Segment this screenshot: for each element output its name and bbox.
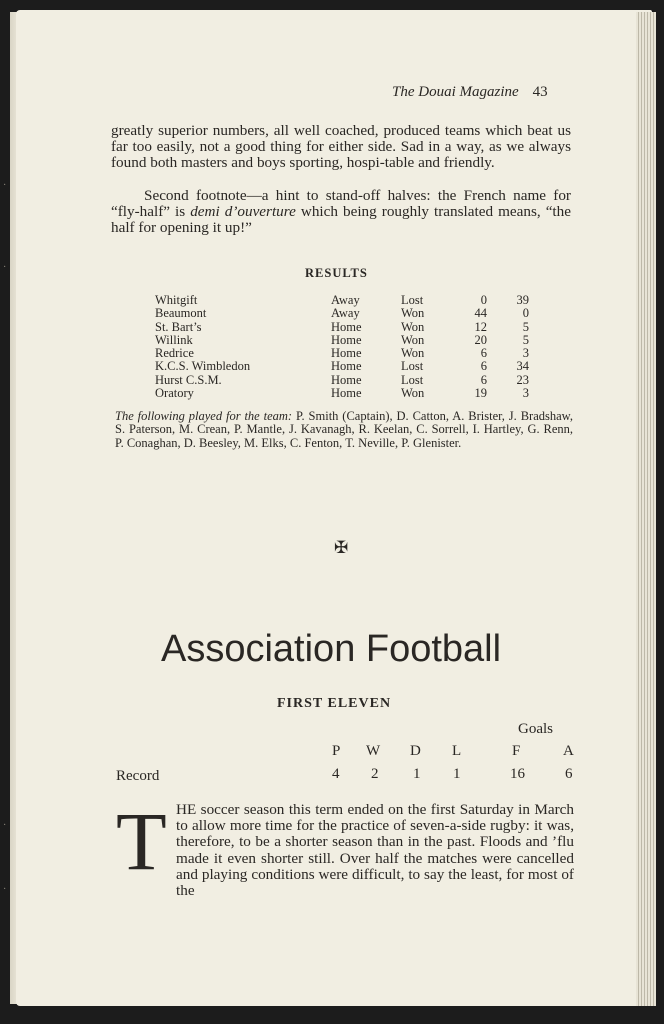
record-label: Record — [116, 768, 160, 784]
players-list: P. Smith (Captain), D. Catton, A. Brister, J. Bradshaw, S. Paterson, M. Crean, P. Mantle, J. Kavanagh, R. Keelan, C. Sorrell, I. Hartley, G. Renn, P. Conaghan, D. Beesley, M. Elks, C. Fenton, T. Neville, P. Glenister. — [115, 409, 573, 450]
result-outcome: Won — [401, 306, 425, 321]
result-outcome: Lost — [401, 293, 424, 307]
record-header-p: P — [332, 743, 341, 759]
result-points-for: 44 — [474, 306, 487, 321]
result-points-for: 19 — [474, 386, 487, 401]
result-points-for: 20 — [474, 332, 487, 347]
result-points-for: 6 — [480, 372, 487, 387]
article-paragraph: HE soccer season this term ended on the first Saturday in March to allow more time for the practice of seven-a-side rugby: it was, therefore, to be a shorter season than in the past. Floods and ’flu made it even shorter still. Over half the matches were cancelled and playing conditions were difficult, to say the least, for most of the — [176, 801, 574, 900]
result-venue: Home — [331, 332, 362, 347]
record-header-d: D — [410, 743, 421, 759]
result-points-for: 6 — [480, 346, 487, 361]
result-venue: Away — [331, 293, 360, 307]
results-row — [155, 360, 535, 373]
result-points-against: 23 — [516, 372, 529, 387]
section-subtitle: FIRST ELEVEN — [277, 696, 392, 711]
binding-mark: · — [3, 820, 7, 831]
result-team: St. Bart’s — [155, 319, 202, 334]
paragraph-1: greatly superior numbers, all well coached, produced teams which beat us far too easily, not a good thing for either side. Sad in a way, as we always found both masters and boys sporting, hospi-table and friendly. — [111, 122, 571, 172]
result-team: Willink — [155, 332, 193, 347]
result-venue: Home — [331, 359, 362, 374]
result-team: K.C.S. Wimbledon — [155, 359, 251, 374]
result-outcome: Lost — [401, 359, 424, 374]
result-outcome: Lost — [401, 372, 424, 387]
result-points-for: 0 — [480, 293, 487, 307]
running-header — [392, 84, 548, 101]
section-title: Association Football — [161, 628, 502, 670]
result-points-against: 5 — [522, 319, 529, 334]
result-team: Whitgift — [155, 293, 198, 307]
result-points-against: 3 — [522, 386, 529, 401]
results-row — [155, 387, 535, 400]
page-number: 43 — [532, 84, 548, 100]
record-value-a: 6 — [565, 766, 573, 782]
cross-ornament-icon: ✠ — [334, 538, 349, 557]
result-points-for: 12 — [474, 319, 487, 334]
results-row — [155, 334, 535, 347]
drop-cap: T — [116, 795, 167, 887]
result-team: Beaumont — [155, 306, 207, 321]
result-outcome: Won — [401, 346, 425, 361]
result-points-against: 5 — [522, 332, 529, 347]
paragraph-2-end: which being roughly translated means, “the half for opening it up!” — [111, 203, 571, 237]
result-points-against: 0 — [522, 306, 529, 321]
result-points-against: 34 — [516, 359, 529, 374]
binding-mark: · — [3, 180, 7, 191]
result-venue: Home — [331, 319, 362, 334]
binding-mark: · — [3, 262, 7, 273]
result-points-against: 39 — [516, 293, 529, 307]
results-row — [155, 347, 535, 360]
result-team: Redrice — [155, 346, 194, 361]
result-team: Oratory — [155, 386, 194, 401]
paragraph-2-italic: demi d’ouverture — [190, 203, 296, 221]
paragraph-2 — [111, 188, 571, 237]
result-outcome: Won — [401, 386, 425, 401]
result-points-for: 6 — [480, 359, 487, 374]
goals-label: Goals — [518, 721, 553, 737]
binding-mark: · — [3, 884, 7, 895]
result-team: Hurst C.S.M. — [155, 372, 222, 387]
result-venue: Home — [331, 386, 362, 401]
record-value-d: 1 — [413, 766, 421, 782]
paragraph-2-start: Second footnote—a hint to stand-off halves: the French name for “fly-half” is — [111, 187, 571, 221]
results-row — [155, 374, 535, 387]
result-venue: Away — [331, 306, 360, 321]
result-venue: Home — [331, 346, 362, 361]
players-intro: The following played for the team: — [115, 409, 293, 423]
result-venue: Home — [331, 372, 362, 387]
record-header-a: A — [563, 743, 574, 759]
result-points-against: 3 — [522, 346, 529, 361]
record-value-f: 16 — [510, 766, 525, 782]
record-value-p: 4 — [332, 766, 340, 782]
results-table — [155, 294, 535, 400]
result-outcome: Won — [401, 319, 425, 334]
page-stack-edge — [636, 12, 656, 1006]
record-value-l: 1 — [453, 766, 461, 782]
record-value-w: 2 — [371, 766, 379, 782]
record-header-w: W — [366, 743, 381, 759]
magazine-title: The Douai Magazine — [392, 84, 519, 100]
players-paragraph — [115, 410, 573, 450]
record-header-l: L — [452, 743, 462, 759]
results-row — [155, 321, 535, 334]
results-row — [155, 307, 535, 320]
record-header-f: F — [512, 743, 521, 759]
results-row — [155, 294, 535, 307]
result-outcome: Won — [401, 332, 425, 347]
results-heading: RESULTS — [305, 266, 368, 280]
